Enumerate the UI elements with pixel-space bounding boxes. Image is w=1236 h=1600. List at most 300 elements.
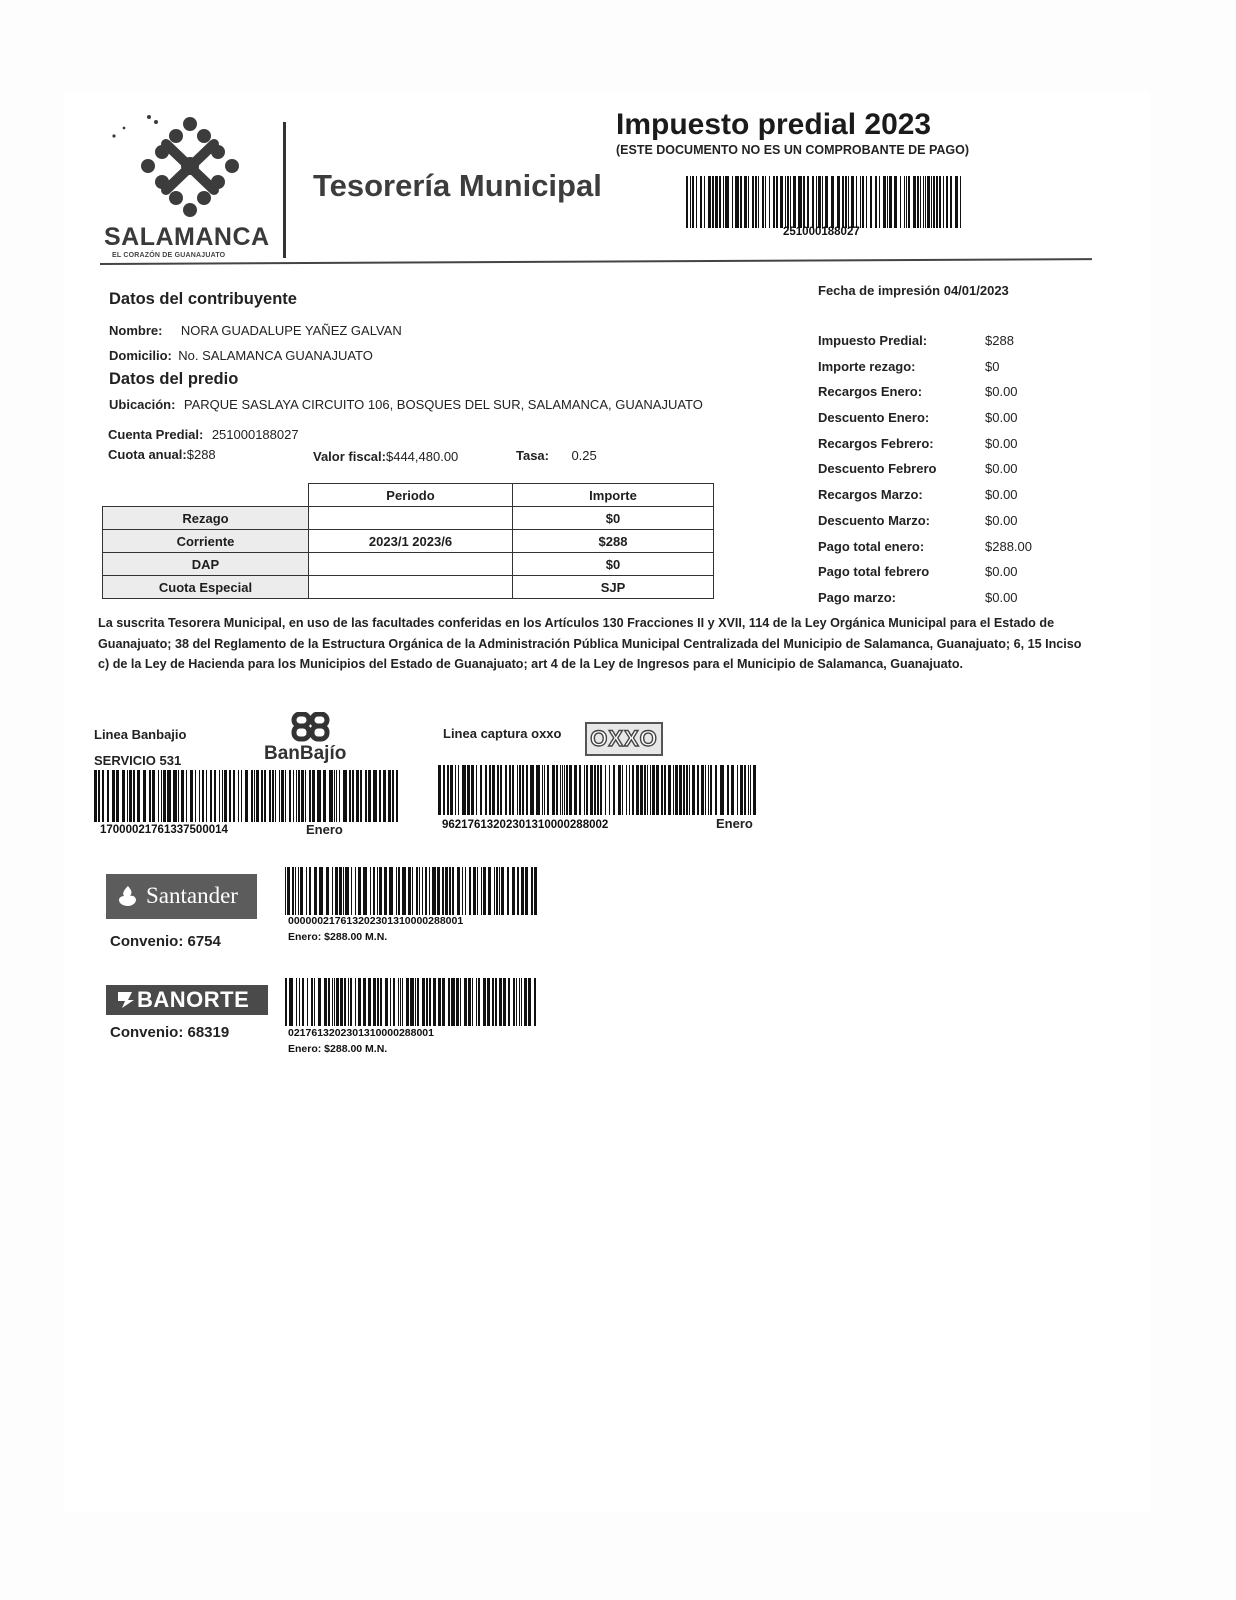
oxxo-logo-icon <box>585 722 663 756</box>
barcode-bar <box>396 770 398 822</box>
barcode-bar <box>314 867 317 915</box>
barcode-bar <box>285 867 286 915</box>
barcode-bar <box>363 978 366 1026</box>
barcode-bar <box>469 867 471 915</box>
barcode-bar <box>740 176 742 228</box>
barcode-bar <box>725 176 729 228</box>
barcode-bar <box>422 867 423 915</box>
barcode-bar <box>422 978 425 1026</box>
barcode-bar <box>406 978 409 1026</box>
print-date-value: 04/01/2023 <box>943 283 1009 298</box>
barcode-bar <box>831 176 834 228</box>
header-barcode <box>686 176 964 228</box>
barcode-bar <box>328 978 330 1026</box>
barcode-bar <box>264 770 266 822</box>
barcode-bar <box>462 867 463 915</box>
barcode-bar <box>373 770 377 822</box>
table-row <box>103 507 714 530</box>
barcode-bar <box>517 867 519 915</box>
barcode-bar <box>503 978 506 1026</box>
total-value: $0 <box>985 358 1000 374</box>
barcode-bar <box>528 978 531 1026</box>
barcode-bar <box>127 770 128 822</box>
total-label: Recargos Enero: <box>818 384 923 400</box>
barcode-bar <box>636 765 639 815</box>
barcode-bar <box>289 770 291 822</box>
barcode-bar <box>501 867 504 915</box>
barcode-bar <box>780 176 783 228</box>
santander-flame-icon <box>116 884 140 913</box>
barcode-bar <box>360 770 362 822</box>
barcode-bar <box>133 770 135 822</box>
barcode-bar <box>339 867 342 915</box>
barcode-bar <box>358 867 361 915</box>
barcode-bar <box>233 770 235 822</box>
barcode-bar <box>451 978 455 1026</box>
barcode-bar <box>402 978 403 1026</box>
barcode-bar <box>389 867 393 915</box>
barcode-bar <box>398 867 400 915</box>
barcode-bar <box>499 978 502 1026</box>
barcode-bar <box>560 765 561 815</box>
oxxo-month: Enero <box>716 816 753 831</box>
property-annual-label: Cuota anual: <box>108 447 187 462</box>
barcode-bar <box>564 765 565 815</box>
barcode-bar <box>534 978 536 1026</box>
barcode-bar <box>521 978 522 1026</box>
barcode-bar <box>94 770 97 822</box>
banorte-symbol-icon <box>112 990 138 1015</box>
barcode-bar <box>590 765 593 815</box>
barcode-bar <box>345 867 349 915</box>
barcode-bar <box>785 176 786 228</box>
barcode-bar <box>348 978 349 1026</box>
amount-header: Importe <box>513 484 714 507</box>
barcode-bar <box>293 770 294 822</box>
barcode-bar <box>862 176 864 228</box>
barcode-bar <box>396 867 397 915</box>
amount-cell: $0 <box>513 553 714 576</box>
barcode-bar <box>219 770 220 822</box>
barcode-bar <box>458 765 459 815</box>
barcode-bar <box>298 867 299 915</box>
list-item <box>818 564 1078 590</box>
property-annual: $288 <box>186 447 216 462</box>
barcode-bar <box>727 765 729 815</box>
header-divider <box>283 122 286 258</box>
total-label: Descuento Febrero <box>818 461 937 477</box>
barcode-bar <box>480 765 482 815</box>
barcode-bar <box>456 978 459 1026</box>
barcode-bar <box>285 978 287 1026</box>
barcode-bar <box>825 176 828 228</box>
barcode-bar <box>866 176 867 228</box>
barcode-bar <box>416 867 418 915</box>
barcode-bar <box>302 978 304 1026</box>
barcode-bar <box>412 867 413 915</box>
total-value: $0.00 <box>985 564 1018 580</box>
barcode-bar <box>425 867 427 915</box>
barcode-bar <box>497 765 499 815</box>
barcode-bar <box>384 867 387 915</box>
barcode-bar <box>199 770 200 822</box>
barcode-bar <box>356 770 359 822</box>
barcode-bar <box>723 176 724 228</box>
barcode-bar <box>408 867 411 915</box>
banorte-brand: BANORTE <box>137 987 250 1012</box>
logo-tagline: EL CORAZÓN DE GUANAJUATO <box>112 252 226 259</box>
barcode-bar <box>521 867 524 915</box>
barcode-bar <box>755 176 757 228</box>
barcode-bar <box>417 978 419 1026</box>
barcode-bar <box>908 176 910 228</box>
santander-agreement: Convenio: 6754 <box>110 933 221 950</box>
barcode-bar <box>525 867 528 915</box>
barcode-bar <box>318 978 321 1026</box>
barcode-bar <box>650 765 651 815</box>
barcode-bar <box>383 770 386 822</box>
barcode-bar <box>269 770 271 822</box>
barcode-bar <box>675 765 678 815</box>
barcode-bar <box>673 765 674 815</box>
barcode-bar <box>447 765 449 815</box>
barcode-bar <box>848 176 849 228</box>
barcode-bar <box>618 765 621 815</box>
barcode-bar <box>842 176 844 228</box>
barcode-bar <box>509 765 511 815</box>
barcode-bar <box>787 176 789 228</box>
barcode-bar <box>299 978 300 1026</box>
barcode-bar <box>178 770 179 822</box>
barcode-bar <box>324 978 327 1026</box>
barcode-bar <box>214 770 216 822</box>
barcode-bar <box>457 867 460 915</box>
barcode-bar <box>336 978 339 1026</box>
barcode-bar <box>275 770 276 822</box>
barcode-bar <box>241 770 242 822</box>
barcode-bar <box>875 176 877 228</box>
barcode-bar <box>494 867 495 915</box>
barcode-bar <box>731 765 734 815</box>
barcode-bar <box>661 765 663 815</box>
amount-cell: SJP <box>513 576 714 599</box>
barcode-bar <box>370 867 371 915</box>
barcode-bar <box>524 978 527 1026</box>
barcode-bar <box>701 765 704 815</box>
barcode-bar <box>152 770 155 822</box>
barcode-bar <box>377 867 378 915</box>
barcode-bar <box>487 978 490 1026</box>
barcode-bar <box>455 765 456 815</box>
list-item <box>818 539 1078 565</box>
list-item <box>818 590 1078 616</box>
barcode-bar <box>860 176 861 228</box>
barcode-bar <box>495 978 497 1026</box>
santander-barcode-number: 00000021761320230131000028800​1 <box>288 915 464 927</box>
concept-cell: Corriente <box>103 530 309 553</box>
property-location: PARQUE SASLAYA CIRCUITO 106, BOSQUES DEL SUR, SALAMANCA, GUANAJUATO <box>183 397 703 412</box>
barcode-bar <box>913 176 916 228</box>
barcode-bar <box>689 765 690 815</box>
barcode-bar <box>920 176 921 228</box>
barcode-bar <box>900 176 901 228</box>
table-row <box>103 530 714 553</box>
barcode-bar <box>112 770 115 822</box>
list-item <box>818 410 1078 436</box>
barcode-bar <box>344 978 346 1026</box>
barcode-bar <box>222 770 223 822</box>
barcode-bar <box>477 867 478 915</box>
banbajio-brand: BanBajío <box>264 743 347 764</box>
barcode-bar <box>224 770 227 822</box>
barcode-bar <box>473 867 476 915</box>
barcode-bar <box>349 770 351 822</box>
list-item <box>818 487 1078 513</box>
barcode-bar <box>705 765 706 815</box>
period-cell <box>309 576 513 599</box>
barcode-bar <box>296 770 297 822</box>
barcode-bar <box>481 867 482 915</box>
barcode-bar <box>352 770 354 822</box>
list-item <box>818 333 1078 359</box>
barcode-bar <box>300 867 303 915</box>
barcode-bar <box>149 770 151 822</box>
barcode-bar <box>173 770 177 822</box>
property-rate-label: Tasa: <box>516 448 549 463</box>
list-item <box>818 436 1078 462</box>
barcode-bar <box>336 770 337 822</box>
barcode-bar <box>448 978 450 1026</box>
barcode-bar <box>513 978 515 1026</box>
barcode-bar <box>536 765 540 815</box>
barcode-bar <box>334 978 335 1026</box>
barcode-bar <box>822 176 823 228</box>
barcode-bar <box>472 978 473 1026</box>
barcode-bar <box>279 770 280 822</box>
barcode-bar <box>933 176 935 228</box>
oxxo-label: Linea captura oxxo <box>443 726 562 741</box>
barcode-bar <box>377 978 379 1026</box>
total-label: Impuesto Predial: <box>818 333 928 348</box>
barcode-bar <box>534 867 537 915</box>
barcode-bar <box>807 176 809 228</box>
barcode-bar <box>647 765 648 815</box>
barcode-bar <box>251 770 253 822</box>
barcode-bar <box>326 867 329 915</box>
barcode-bar <box>445 867 448 915</box>
barcode-bar <box>363 867 367 915</box>
barcode-bar <box>285 770 286 822</box>
barcode-bar <box>340 978 343 1026</box>
barcode-bar <box>609 765 610 815</box>
barcode-bar <box>351 867 352 915</box>
period-table-header <box>103 484 714 507</box>
barcode-bar <box>597 765 599 815</box>
barcode-bar <box>943 176 944 228</box>
barcode-bar <box>574 765 577 815</box>
barcode-bar <box>700 176 702 228</box>
barcode-bar <box>388 770 391 822</box>
barcode-bar <box>317 770 321 822</box>
barcode-bar <box>519 978 520 1026</box>
barcode-bar <box>516 978 517 1026</box>
barcode-bar <box>686 765 688 815</box>
banorte-barcode-number: 02176132023013100002880​01 <box>288 1027 434 1039</box>
barcode-bar <box>644 765 646 815</box>
barcode-bar <box>443 765 445 815</box>
totals-list <box>818 333 1078 616</box>
barcode-bar <box>329 770 333 822</box>
barcode-bar <box>426 978 428 1026</box>
department-name: Tesorería Municipal <box>313 168 602 203</box>
barcode-bar <box>917 176 919 228</box>
total-value: $0.00 <box>985 461 1018 477</box>
barcode-bar <box>281 770 284 822</box>
barcode-bar <box>393 978 395 1026</box>
barcode-bar <box>167 770 171 822</box>
page-title: Impuesto predial 2023 <box>616 108 932 141</box>
barcode-bar <box>856 176 857 228</box>
barcode-bar <box>931 176 932 228</box>
total-label: Importe rezago: <box>818 358 916 374</box>
print-date <box>818 283 1009 298</box>
barcode-bar <box>309 867 311 915</box>
period-table <box>102 483 714 599</box>
barcode-bar <box>737 765 738 815</box>
table-row <box>103 576 714 599</box>
barcode-bar <box>793 176 796 228</box>
period-cell: 2023/1 2023/6 <box>309 530 513 553</box>
barcode-bar <box>210 770 212 822</box>
barcode-bar <box>496 867 498 915</box>
barcode-bar <box>410 978 414 1026</box>
barcode-bar <box>429 978 431 1026</box>
barcode-bar <box>307 978 308 1026</box>
barcode-bar <box>748 176 749 228</box>
barcode-bar <box>137 770 140 822</box>
barcode-bar <box>752 176 754 228</box>
barcode-bar <box>708 176 711 228</box>
barcode-bar <box>186 770 187 822</box>
total-value: $0.00 <box>985 384 1018 400</box>
property-account-row <box>108 426 299 444</box>
barcode-bar <box>512 765 514 815</box>
barcode-bar <box>950 176 952 228</box>
barcode-bar <box>697 765 699 815</box>
barcode-bar <box>790 176 791 228</box>
barcode-bar <box>483 867 486 915</box>
barcode-bar <box>429 867 430 915</box>
logo-name: SALAMANCA <box>104 223 270 251</box>
barcode-bar <box>465 867 466 915</box>
barcode-bar <box>955 176 958 228</box>
table-row <box>103 553 714 576</box>
barcode-bar <box>296 978 297 1026</box>
barcode-bar <box>485 765 487 815</box>
barcode-bar <box>402 867 406 915</box>
barcode-bar <box>508 978 510 1026</box>
barcode-bar <box>478 978 480 1026</box>
barcode-bar <box>143 770 146 822</box>
barcode-bar <box>102 770 104 822</box>
list-item <box>818 359 1078 385</box>
period-cell <box>309 507 513 530</box>
property-fiscal-label: Valor fiscal: <box>313 449 386 464</box>
barcode-bar <box>261 770 263 822</box>
barcode-bar <box>887 176 888 228</box>
barcode-bar <box>879 176 880 228</box>
barcode-bar <box>715 176 718 228</box>
barcode-bar <box>526 765 528 815</box>
property-section-title: Datos del predio <box>109 370 239 388</box>
barcode-bar <box>499 867 500 915</box>
barcode-bar <box>373 978 376 1026</box>
barcode-bar <box>586 765 588 815</box>
barcode-bar <box>715 765 717 815</box>
barcode-bar <box>531 867 533 915</box>
barcode-bar <box>476 765 477 815</box>
total-label: Recargos Marzo: <box>818 487 923 503</box>
barcode-bar <box>311 978 313 1026</box>
barcode-bar <box>195 770 196 822</box>
total-label: Descuento Marzo: <box>818 512 930 528</box>
taxpayer-address-label: Domicilio: <box>109 348 172 363</box>
barcode-bar <box>489 765 491 815</box>
barcode-bar <box>720 765 724 815</box>
barcode-bar <box>415 978 416 1026</box>
banbajio-label: Linea Banbajio <box>94 727 187 742</box>
barcode-bar <box>272 770 274 822</box>
amount-cell: $288 <box>513 530 714 553</box>
banbajio-month: Enero <box>306 822 343 837</box>
concept-cell: DAP <box>103 553 309 576</box>
barcode-bar <box>906 176 907 228</box>
barcode-bar <box>750 765 751 815</box>
barcode-bar <box>594 765 596 815</box>
barcode-bar <box>471 765 474 815</box>
barcode-bar <box>679 765 682 815</box>
barcode-bar <box>544 765 545 815</box>
barcode-bar <box>468 978 471 1026</box>
taxpayer-name-row <box>109 322 402 340</box>
total-value: $288.00 <box>985 538 1032 554</box>
barcode-bar <box>500 765 502 815</box>
barcode-bar <box>256 770 259 822</box>
barcode-bar <box>433 978 436 1026</box>
period-cell <box>309 553 513 576</box>
taxpayer-name: NORA GUADALUPE YAÑEZ GALVAN <box>180 323 402 338</box>
barcode-bar <box>605 765 606 815</box>
barcode-bar <box>664 765 666 815</box>
barcode-bar <box>740 765 743 815</box>
barcode-bar <box>385 978 388 1026</box>
barcode-bar <box>492 765 495 815</box>
barcode-bar <box>379 867 382 915</box>
barcode-bar <box>507 867 509 915</box>
barcode-bar <box>712 176 714 228</box>
list-item <box>818 513 1078 539</box>
santander-amount: Enero: $288.00 M.N. <box>288 931 388 943</box>
barcode-bar <box>547 765 549 815</box>
barcode-bar <box>419 867 420 915</box>
santander-barcode <box>285 867 539 915</box>
barcode-bar <box>438 765 441 815</box>
barcode-bar <box>492 978 494 1026</box>
banorte-barcode <box>285 978 539 1026</box>
property-rate-row <box>516 447 597 465</box>
barcode-bar <box>904 176 905 228</box>
total-label: Pago marzo: <box>818 589 897 605</box>
